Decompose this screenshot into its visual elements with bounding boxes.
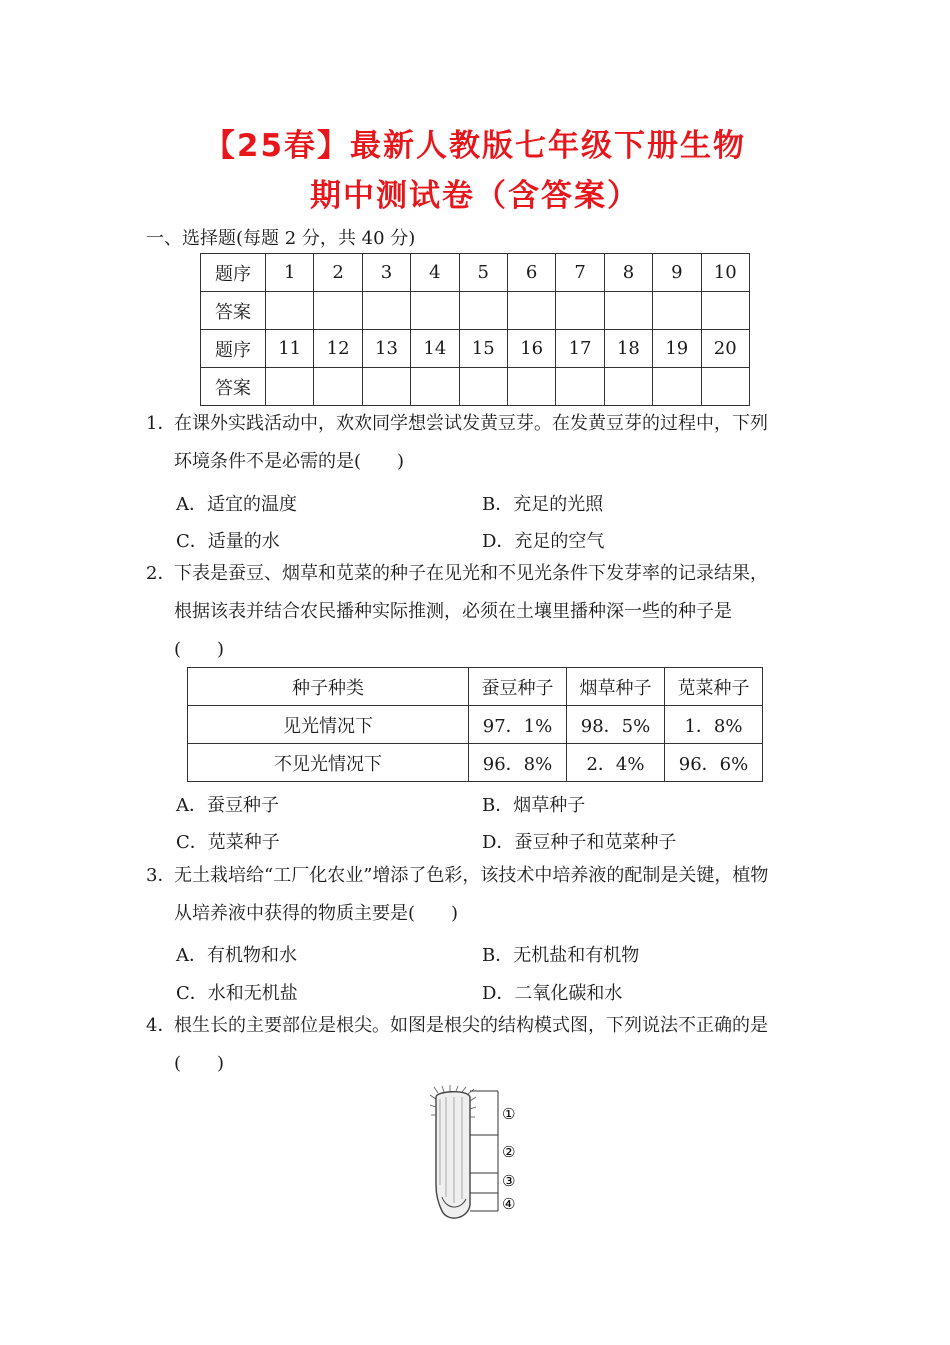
question-number: 1． <box>146 413 176 434</box>
option-a[interactable]: A．有机物和水 <box>176 945 297 966</box>
option-b[interactable]: B．烟草种子 <box>482 795 586 816</box>
diagram-label-2: ② <box>502 1143 516 1161</box>
option-c[interactable]: C．苋菜种子 <box>176 832 280 853</box>
answer-table-cell: 18 <box>604 330 652 368</box>
answer-blank-cell[interactable] <box>411 368 459 406</box>
answer-table-cell: 11 <box>266 330 314 368</box>
answer-table-cell: 13 <box>362 330 410 368</box>
seed-germination-table <box>187 667 763 782</box>
answer-blank-cell[interactable] <box>604 368 652 406</box>
answer-table-cell: 17 <box>556 330 604 368</box>
answer-blank-cell[interactable] <box>701 292 749 330</box>
option-a[interactable]: A．适宜的温度 <box>176 494 297 515</box>
table-cell: 见光情况下 <box>188 706 469 744</box>
answer-table-cell: 12 <box>314 330 362 368</box>
option-d[interactable]: D．蚕豆种子和苋菜种子 <box>482 832 677 853</box>
answer-blank-cell[interactable] <box>314 292 362 330</box>
answer-table-cell: 3 <box>362 254 410 292</box>
question-4 <box>146 1007 768 1074</box>
question-text: 根据该表并结合农民播种实际推测，必须在土壤里播种深一些的种子是 <box>174 601 732 622</box>
answer-table-cell: 6 <box>507 254 555 292</box>
title-line-2: 期中测试卷（含答案） <box>310 178 640 214</box>
table-cell: 96．8% <box>469 744 567 782</box>
answer-blank-cell[interactable] <box>362 292 410 330</box>
option-c[interactable]: C．水和无机盐 <box>176 983 298 1004</box>
table-row <box>188 744 763 782</box>
answer-table-cell: 7 <box>556 254 604 292</box>
table-cell: 97．1% <box>469 706 567 744</box>
root-tip-illustration <box>430 1085 476 1218</box>
table-cell: 96．6% <box>665 744 763 782</box>
answer-table-cell: 8 <box>604 254 652 292</box>
question-text: 从培养液中获得的物质主要是( ) <box>174 903 459 924</box>
table-header-cell: 种子种类 <box>188 668 469 706</box>
answer-blank-cell[interactable] <box>411 292 459 330</box>
table-header-row <box>188 668 763 706</box>
option-b[interactable]: B．充足的光照 <box>482 494 604 515</box>
table-row <box>188 706 763 744</box>
answer-blank-cell[interactable] <box>653 292 701 330</box>
answer-table-row <box>201 254 750 292</box>
answer-blank-cell[interactable] <box>266 292 314 330</box>
answer-table-cell: 16 <box>507 330 555 368</box>
answer-blank-cell[interactable] <box>362 368 410 406</box>
answer-table-cell: 10 <box>701 254 749 292</box>
answer-blank-cell[interactable] <box>314 368 362 406</box>
table-header-cell: 蚕豆种子 <box>469 668 567 706</box>
answer-table-cell: 2 <box>314 254 362 292</box>
table-header-cell: 苋菜种子 <box>665 668 763 706</box>
root-tip-diagram <box>428 1085 528 1225</box>
option-d[interactable]: D．二氧化碳和水 <box>482 983 623 1004</box>
answer-table-cell: 15 <box>459 330 507 368</box>
diagram-label-3: ③ <box>502 1172 516 1190</box>
question-text: ( ) <box>174 639 225 660</box>
question-number: 2． <box>146 563 176 584</box>
table-cell: 98．5% <box>567 706 665 744</box>
scale-bracket <box>470 1091 498 1211</box>
question-text: 在课外实践活动中，欢欢同学想尝试发黄豆芽。在发黄豆芽的过程中，下列 <box>174 413 768 434</box>
answer-table-cell: 答案 <box>201 368 266 406</box>
answer-table-row <box>201 330 750 368</box>
diagram-label-4: ④ <box>502 1195 516 1213</box>
answer-blank-cell[interactable] <box>459 368 507 406</box>
answer-table-cell: 答案 <box>201 292 266 330</box>
answer-blank-cell[interactable] <box>604 292 652 330</box>
question-3 <box>146 857 769 924</box>
diagram-label-1: ① <box>502 1105 516 1123</box>
answer-table-cell: 4 <box>411 254 459 292</box>
table-header-cell: 烟草种子 <box>567 668 665 706</box>
answer-blank-cell[interactable] <box>459 292 507 330</box>
table-cell: 2．4% <box>567 744 665 782</box>
answer-table-cell: 19 <box>653 330 701 368</box>
answer-table-cell: 14 <box>411 330 459 368</box>
answer-blank-cell[interactable] <box>653 368 701 406</box>
question-text: 无土栽培给“工厂化农业”增添了色彩，该技术中培养液的配制是关键，植物 <box>174 865 769 886</box>
answer-blank-cell[interactable] <box>701 368 749 406</box>
answer-table-cell: 9 <box>653 254 701 292</box>
question-text: ( ) <box>174 1053 225 1074</box>
answer-blank-cell[interactable] <box>556 292 604 330</box>
table-cell: 1．8% <box>665 706 763 744</box>
option-b[interactable]: B．无机盐和有机物 <box>482 945 640 966</box>
answer-table <box>200 253 750 406</box>
answer-table-row <box>201 292 750 330</box>
answer-table-cell: 20 <box>701 330 749 368</box>
answer-table-cell: 题序 <box>201 254 266 292</box>
answer-table-cell: 题序 <box>201 330 266 368</box>
answer-blank-cell[interactable] <box>507 368 555 406</box>
question-text: 下表是蚕豆、烟草和苋菜的种子在见光和不见光条件下发芽率的记录结果， <box>174 563 768 584</box>
option-a[interactable]: A．蚕豆种子 <box>176 795 279 816</box>
section-heading: 一、选择题(每题 2 分，共 40 分) <box>146 228 416 249</box>
question-number: 4． <box>146 1015 176 1036</box>
answer-blank-cell[interactable] <box>507 292 555 330</box>
answer-table-row <box>201 368 750 406</box>
answer-table-cell: 1 <box>266 254 314 292</box>
question-text: 根生长的主要部位是根尖。如图是根尖的结构模式图，下列说法不正确的是 <box>174 1015 768 1036</box>
table-cell: 不见光情况下 <box>188 744 469 782</box>
question-text: 环境条件不是必需的是( ) <box>174 451 405 472</box>
question-2 <box>146 555 768 660</box>
title-line-1: 【25春】最新人教版七年级下册生物 <box>203 128 747 164</box>
question-number: 3． <box>146 865 176 886</box>
option-d[interactable]: D．充足的空气 <box>482 531 605 552</box>
answer-blank-cell[interactable] <box>266 368 314 406</box>
answer-table-cell: 5 <box>459 254 507 292</box>
question-1 <box>146 405 768 472</box>
answer-blank-cell[interactable] <box>556 368 604 406</box>
option-c[interactable]: C．适量的水 <box>176 531 280 552</box>
